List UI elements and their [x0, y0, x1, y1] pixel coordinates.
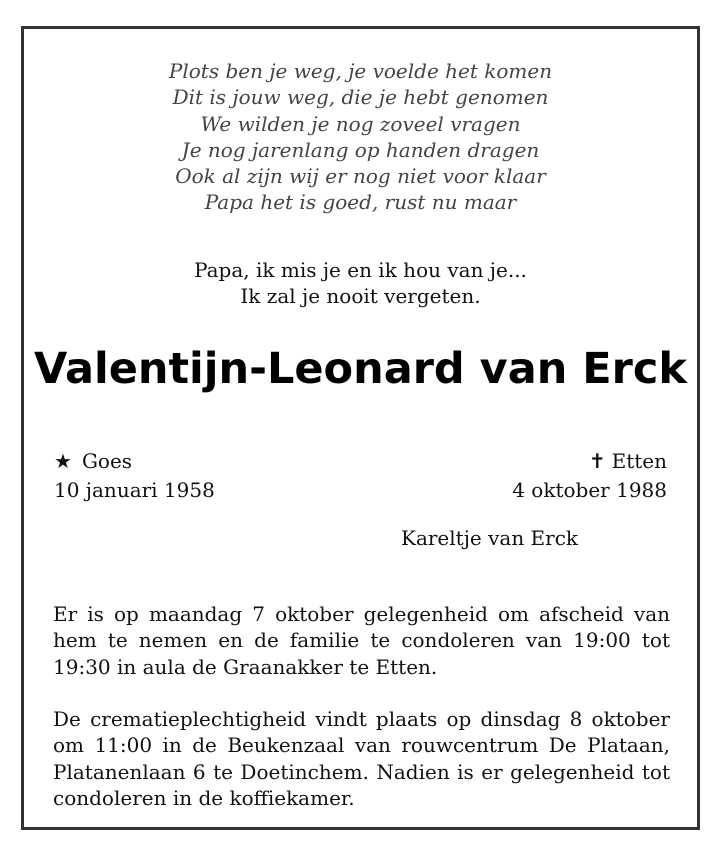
death-place: Etten	[611, 449, 667, 473]
death-info	[512, 447, 667, 505]
birth-date: 10 januari 1958	[54, 478, 215, 502]
visitation-paragraph: Er is op maandag 7 oktober gelegenheid om afscheid van hem te nemen en de familie te condoleren van 19:00 tot 19:30 in aula de Graanakker te Etten.	[53, 602, 670, 679]
obituary-card	[21, 26, 700, 830]
ceremony-paragraph: De crematieplechtigheid vindt plaats op dinsdag 8 oktober om 11:00 in de Beukenzaal van rouwcentrum De Plataan, Platanenlaan 6 te Doetinchem. Nadien is er gelegenheid tot condoleren in de koffiekamer.	[53, 707, 670, 810]
dedication-line-1: Papa, ik mis je en ik hou van je...	[194, 258, 527, 282]
birth-place-row	[54, 447, 215, 476]
poem-line: Dit is jouw weg, die je hebt genomen	[172, 85, 549, 110]
poem-line: Ook al zijn wij er nog niet voor klaar	[175, 164, 546, 189]
birth-info	[54, 447, 215, 505]
cross-icon: ✝	[588, 449, 606, 473]
star-icon: ★	[54, 449, 72, 473]
dedication-line-2: Ik zal je nooit vergeten.	[240, 284, 481, 308]
deceased-name: Valentijn-Leonard van Erck	[34, 344, 687, 394]
poem-line: Je nog jarenlang op handen dragen	[181, 137, 540, 162]
dedication	[24, 257, 697, 309]
death-date: 4 oktober 1988	[512, 478, 667, 502]
poem	[24, 58, 697, 216]
poem-line: We wilden je nog zoveel vragen	[200, 111, 521, 136]
poem-line: Plots ben je weg, je voelde het komen	[168, 59, 553, 83]
poem-line: Papa het is goed, rust nu maar	[204, 190, 517, 215]
birth-place: Goes	[81, 449, 133, 473]
signoff-name: Kareltje van Erck	[401, 526, 579, 550]
death-place-row	[512, 447, 667, 476]
